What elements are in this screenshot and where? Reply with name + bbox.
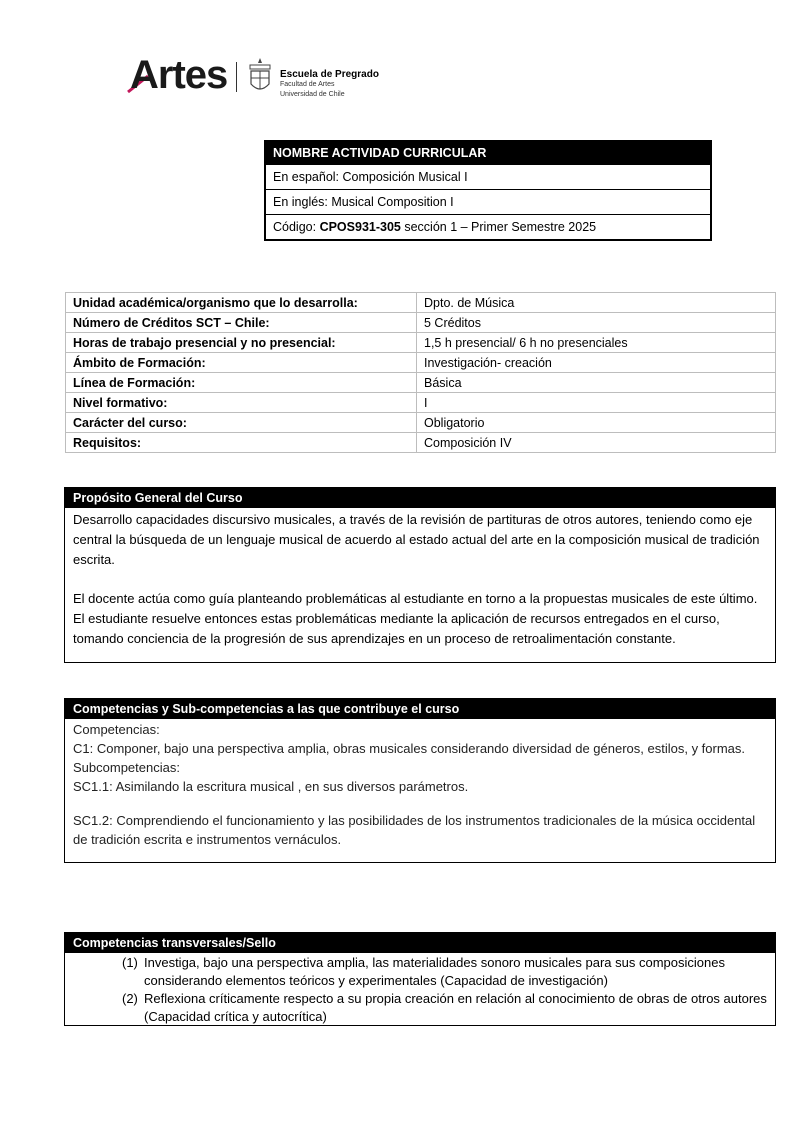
- university-crest-icon: [246, 56, 274, 96]
- activity-name-table: [264, 140, 712, 241]
- purpose-paragraph-1: Desarrollo capacidades discursivo musicales, a través de la revisión de partituras de otros autores, teniendo como eje central la búsqueda de un lenguaje musical de acuerdo al estado actual del arte en la composición musical de tradición escrita.: [73, 512, 760, 567]
- list-item-text: Reflexiona críticamente respecto a su propia creación en relación al conocimiento de obras de otros autores (Capacidad crítica y autocrítica): [144, 991, 767, 1024]
- purpose-section: [64, 487, 776, 663]
- university-logo: [130, 54, 380, 100]
- info-label: Línea de Formación:: [66, 373, 417, 393]
- info-value: 1,5 h presencial/ 6 h no presenciales: [417, 333, 776, 353]
- competencies-section: [64, 698, 776, 863]
- subcompetency-sc12: SC1.2: Comprendiendo el funcionamiento y las posibilidades de los instrumentos tradicionales de la música occidental de tradición escrita e instrumentos vernáculos.: [73, 813, 756, 847]
- info-label: Número de Créditos SCT – Chile:: [66, 313, 417, 333]
- faculty-name: Facultad de Artes: [280, 81, 335, 88]
- transversal-heading: Competencias transversales/Sello: [65, 933, 775, 953]
- purpose-paragraph-2: El docente actúa como guía planteando problemáticas al estudiante en torno a la propuestas musicales de este último. El estudiante resuelve entonces estas problemáticas mediante la aplicación de recursos entregados en el curso, tomando conciencia de la progresión de sus aprendizajes en un proceso de retroalimentación constante.: [73, 591, 758, 646]
- info-value: Investigación- creación: [417, 353, 776, 373]
- table-row: [66, 433, 776, 453]
- purpose-body: [65, 508, 775, 649]
- table-row: [66, 353, 776, 373]
- competencies-label: Competencias:: [73, 722, 160, 737]
- university-name: Universidad de Chile: [280, 91, 345, 98]
- info-value: 5 Créditos: [417, 313, 776, 333]
- table-row: [66, 413, 776, 433]
- code-section: sección 1 – Primer Semestre 2025: [400, 220, 597, 234]
- info-label: Nivel formativo:: [66, 393, 417, 413]
- subcompetencies-label: Subcompetencias:: [73, 760, 180, 775]
- info-label: Ámbito de Formación:: [66, 353, 417, 373]
- course-info-table: [65, 292, 776, 453]
- transversal-section: [64, 932, 776, 1026]
- activity-code-row: [266, 214, 710, 239]
- list-item: [110, 990, 775, 1026]
- info-label: Requisitos:: [66, 433, 417, 453]
- purpose-heading: Propósito General del Curso: [65, 488, 775, 508]
- list-item-number: (1): [122, 955, 138, 970]
- info-label: Carácter del curso:: [66, 413, 417, 433]
- info-value: Composición IV: [417, 433, 776, 453]
- list-item-number: (2): [122, 991, 138, 1006]
- transversal-list: [65, 953, 775, 1026]
- code-label: Código:: [273, 220, 320, 234]
- info-value: Básica: [417, 373, 776, 393]
- table-row: [66, 373, 776, 393]
- table-row: [66, 333, 776, 353]
- info-label: Horas de trabajo presencial y no presencial:: [66, 333, 417, 353]
- info-value: I: [417, 393, 776, 413]
- code-value: CPOS931-305: [319, 220, 401, 234]
- list-item: [110, 954, 775, 990]
- activity-heading: NOMBRE ACTIVIDAD CURRICULAR: [266, 142, 710, 164]
- competencies-heading: Competencias y Sub-competencias a las que contribuye el curso: [65, 699, 775, 719]
- table-row: [66, 313, 776, 333]
- logo-text: [280, 70, 379, 100]
- table-row: [66, 293, 776, 313]
- school-name: Escuela de Pregrado: [280, 69, 379, 80]
- info-value: Dpto. de Música: [417, 293, 776, 313]
- activity-english-name: En inglés: Musical Composition I: [266, 189, 710, 214]
- competency-c1: C1: Componer, bajo una perspectiva amplia, obras musicales considerando diversidad de géneros, estilos, y formas.: [73, 741, 746, 756]
- info-value: Obligatorio: [417, 413, 776, 433]
- logo-separator: [236, 62, 237, 92]
- list-item-text: Investiga, bajo una perspectiva amplia, las materialidades sonoro musicales para sus composiciones considerando elementos teóricos y experimentales (Capacidad de investigación): [144, 955, 725, 988]
- info-label: Unidad académica/organismo que lo desarrolla:: [66, 293, 417, 313]
- table-row: [66, 393, 776, 413]
- activity-spanish-name: En español: Composición Musical I: [266, 164, 710, 189]
- competencies-body: [65, 719, 775, 849]
- logo-wordmark: Artes: [130, 53, 228, 97]
- subcompetency-sc11: SC1.1: Asimilando la escritura musical , en sus diversos parámetros.: [73, 779, 469, 794]
